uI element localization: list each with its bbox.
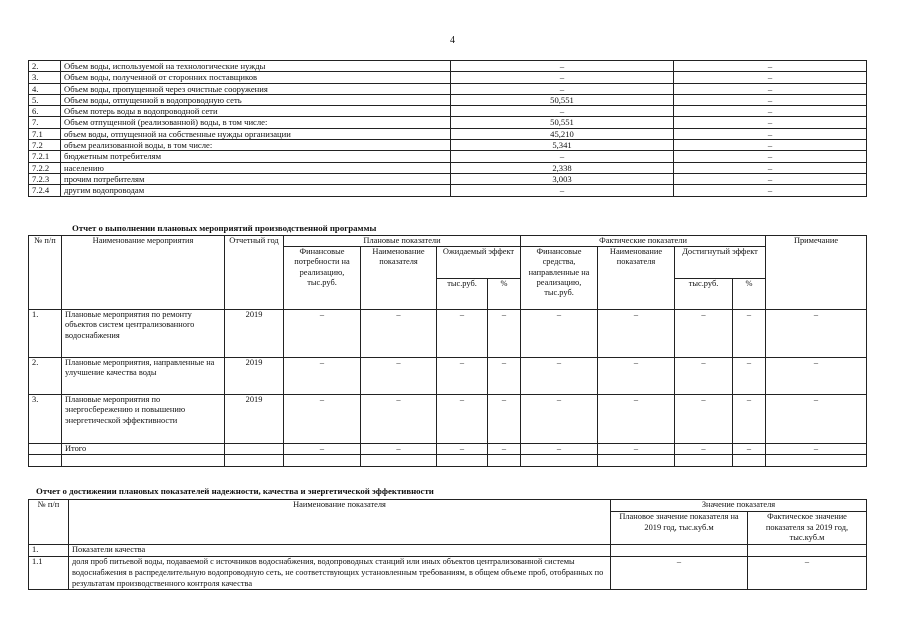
row-value: – bbox=[284, 310, 361, 358]
row-value: – bbox=[766, 358, 867, 395]
reliability-report-title: Отчет о достижении плановых показателей надежности, качества и энергетической эффективности bbox=[36, 486, 434, 496]
col-planned: Плановые показатели bbox=[284, 236, 521, 247]
total-value: – bbox=[488, 444, 521, 455]
row-fact: – bbox=[674, 72, 867, 83]
row-value: – bbox=[766, 395, 867, 444]
col-report-year: Отчетный год bbox=[225, 236, 284, 310]
col-fact-value: Фактическое значение показателя за 2019 год, тыс.куб.м bbox=[748, 511, 867, 544]
row-plan: 3,003 bbox=[451, 173, 674, 184]
reliability-table bbox=[28, 499, 867, 590]
row-label: другим водопроводам bbox=[61, 185, 451, 196]
row-year: 2019 bbox=[225, 358, 284, 395]
row-value: – bbox=[361, 395, 437, 444]
row-fact: – bbox=[674, 185, 867, 196]
col-indicator-name-2: Наименование показателя bbox=[598, 247, 675, 310]
col-num: № п/п bbox=[29, 500, 69, 545]
row-plan: – bbox=[451, 83, 674, 94]
page-number: 4 bbox=[450, 35, 455, 46]
row-fact: – bbox=[674, 117, 867, 128]
row-fact: – bbox=[674, 106, 867, 117]
row-activity-name: Плановые мероприятия по ремонту объектов систем централизованного водоснабжения bbox=[62, 310, 225, 358]
row-plan: – bbox=[611, 556, 748, 589]
total-value: – bbox=[361, 444, 437, 455]
total-value: – bbox=[521, 444, 598, 455]
row-num: 7.2.4 bbox=[29, 185, 61, 196]
row-plan: – bbox=[451, 72, 674, 83]
col-expected-rub: тыс.руб. bbox=[437, 278, 488, 310]
row-num: 7.1 bbox=[29, 128, 61, 139]
row-value: – bbox=[284, 358, 361, 395]
row-label: Объем воды, пропущенной через очистные сооружения bbox=[61, 83, 451, 94]
table-row bbox=[29, 358, 867, 395]
table-row bbox=[29, 151, 867, 162]
row-num: 7.2.3 bbox=[29, 173, 61, 184]
total-row bbox=[29, 444, 867, 455]
row-plan: – bbox=[451, 151, 674, 162]
row-value: – bbox=[675, 358, 733, 395]
total-value: – bbox=[437, 444, 488, 455]
table-row bbox=[29, 173, 867, 184]
col-indicator-name: Наименование показателя bbox=[69, 500, 611, 545]
col-achieved-pct: % bbox=[733, 278, 766, 310]
total-label: Итого bbox=[62, 444, 225, 455]
row-value: – bbox=[598, 310, 675, 358]
row-num: 2. bbox=[29, 358, 62, 395]
table-row bbox=[29, 140, 867, 151]
row-num: 6. bbox=[29, 106, 61, 117]
row-fact: – bbox=[674, 151, 867, 162]
row-value: – bbox=[488, 310, 521, 358]
row-plan: 50,551 bbox=[451, 117, 674, 128]
row-value: – bbox=[766, 310, 867, 358]
row-value: – bbox=[488, 358, 521, 395]
row-value: – bbox=[598, 358, 675, 395]
table-row bbox=[29, 310, 867, 358]
water-balance-table bbox=[28, 60, 867, 197]
col-expected-effect: Ожидаемый эффект bbox=[437, 247, 521, 279]
row-year bbox=[225, 444, 284, 455]
row-num: 3. bbox=[29, 72, 61, 83]
row-value: – bbox=[361, 358, 437, 395]
row-value: – bbox=[437, 358, 488, 395]
table-row bbox=[29, 117, 867, 128]
col-indicator-name: Наименование показателя bbox=[361, 247, 437, 310]
row-label: Объем отпущенной (реализованной) воды, в том числе: bbox=[61, 117, 451, 128]
col-expected-pct: % bbox=[488, 278, 521, 310]
total-value: – bbox=[766, 444, 867, 455]
col-fin-sent: Финансовые средства, направленные на реализацию, тыс.руб. bbox=[521, 247, 598, 310]
row-fact: – bbox=[674, 140, 867, 151]
row-label: объем реализованной воды, в том числе: bbox=[61, 140, 451, 151]
row-value: – bbox=[521, 395, 598, 444]
total-value: – bbox=[675, 444, 733, 455]
col-plan-value: Плановое значение показателя на 2019 год, тыс.куб.м bbox=[611, 511, 748, 544]
col-num: № п/п bbox=[29, 236, 62, 310]
row-label: Объем воды, отпущенной в водопроводную сеть bbox=[61, 94, 451, 105]
table-row bbox=[29, 395, 867, 444]
row-label: Объем воды, используемой на технологические нужды bbox=[61, 61, 451, 72]
table-row bbox=[29, 61, 867, 72]
col-actual: Фактические показатели bbox=[521, 236, 766, 247]
row-fact: – bbox=[674, 128, 867, 139]
row-num: 1.1 bbox=[29, 556, 69, 589]
row-value: – bbox=[361, 310, 437, 358]
row-value: – bbox=[437, 310, 488, 358]
table-row bbox=[29, 128, 867, 139]
row-fact: – bbox=[674, 83, 867, 94]
row-activity-name: Плановые мероприятия по энергосбережению и повышению энергетической эффективности bbox=[62, 395, 225, 444]
col-achieved-rub: тыс.руб. bbox=[675, 278, 733, 310]
table-row bbox=[29, 94, 867, 105]
row-value: – bbox=[521, 358, 598, 395]
row-fact: – bbox=[674, 162, 867, 173]
row-value: – bbox=[675, 310, 733, 358]
row-num: 7.2 bbox=[29, 140, 61, 151]
row-num bbox=[29, 444, 62, 455]
row-label: бюджетным потребителям bbox=[61, 151, 451, 162]
row-fact: – bbox=[748, 556, 867, 589]
row-num: 7.2.1 bbox=[29, 151, 61, 162]
col-note: Примечание bbox=[766, 236, 867, 310]
row-num: 1. bbox=[29, 545, 69, 557]
row-plan: 45,210 bbox=[451, 128, 674, 139]
row-num: 2. bbox=[29, 61, 61, 72]
row-plan: 50,551 bbox=[451, 94, 674, 105]
row-num: 7. bbox=[29, 117, 61, 128]
col-achieved-effect: Достигнутый эффект bbox=[675, 247, 766, 279]
col-fin-need: Финансовые потребности на реализацию, тыс.руб. bbox=[284, 247, 361, 310]
program-report-title: Отчет о выполнении плановых мероприятий производственной программы bbox=[72, 223, 377, 233]
row-value: – bbox=[675, 395, 733, 444]
row-num: 7.2.2 bbox=[29, 162, 61, 173]
table-row bbox=[29, 83, 867, 94]
total-value: – bbox=[598, 444, 675, 455]
row-label: населению bbox=[61, 162, 451, 173]
program-activities-table bbox=[28, 235, 867, 467]
row-plan: – bbox=[451, 185, 674, 196]
row-fact: – bbox=[674, 94, 867, 105]
row-year: 2019 bbox=[225, 310, 284, 358]
row-value: – bbox=[733, 395, 766, 444]
row-value: – bbox=[437, 395, 488, 444]
row-value: – bbox=[733, 358, 766, 395]
row-plan: 2,338 bbox=[451, 162, 674, 173]
row-label: Объем воды, полученной от сторонних поставщиков bbox=[61, 72, 451, 83]
row-num: 1. bbox=[29, 310, 62, 358]
row-num: 4. bbox=[29, 83, 61, 94]
row-label: доля проб питьевой воды, подаваемой с источников водоснабжения, водопроводных станций или иных объектов централизованной системы водоснабжения в распределительную водопроводную сеть, не соответствующих установленным требованиям, в общем объеме проб, отобранных по результатам производственного контроля качества bbox=[69, 556, 611, 589]
row-label: прочим потребителям bbox=[61, 173, 451, 184]
row-value: – bbox=[598, 395, 675, 444]
row-year: 2019 bbox=[225, 395, 284, 444]
row-plan: 5,341 bbox=[451, 140, 674, 151]
row-value: – bbox=[521, 310, 598, 358]
total-value: – bbox=[733, 444, 766, 455]
row-fact: – bbox=[674, 173, 867, 184]
row-value: – bbox=[733, 310, 766, 358]
row-value: – bbox=[284, 395, 361, 444]
table-row bbox=[29, 556, 867, 589]
row-plan: – bbox=[451, 61, 674, 72]
row-value: – bbox=[488, 395, 521, 444]
row-num: 3. bbox=[29, 395, 62, 444]
col-indicator-value: Значение показателя bbox=[611, 500, 867, 512]
row-label: Объем потерь воды в водопроводной сети bbox=[61, 106, 451, 117]
table-row bbox=[29, 185, 867, 196]
table-row bbox=[29, 545, 867, 557]
total-value: – bbox=[284, 444, 361, 455]
row-fact: – bbox=[674, 61, 867, 72]
row-plan: – bbox=[451, 106, 674, 117]
row-num: 5. bbox=[29, 94, 61, 105]
row-label: Показатели качества bbox=[69, 545, 611, 557]
table-row bbox=[29, 106, 867, 117]
row-activity-name: Плановые мероприятия, направленные на улучшение качества воды bbox=[62, 358, 225, 395]
empty-row bbox=[29, 455, 867, 466]
row-label: объем воды, отпущенной на собственные нужды организации bbox=[61, 128, 451, 139]
table-row bbox=[29, 72, 867, 83]
table-row bbox=[29, 162, 867, 173]
col-activity-name: Наименование мероприятия bbox=[62, 236, 225, 310]
